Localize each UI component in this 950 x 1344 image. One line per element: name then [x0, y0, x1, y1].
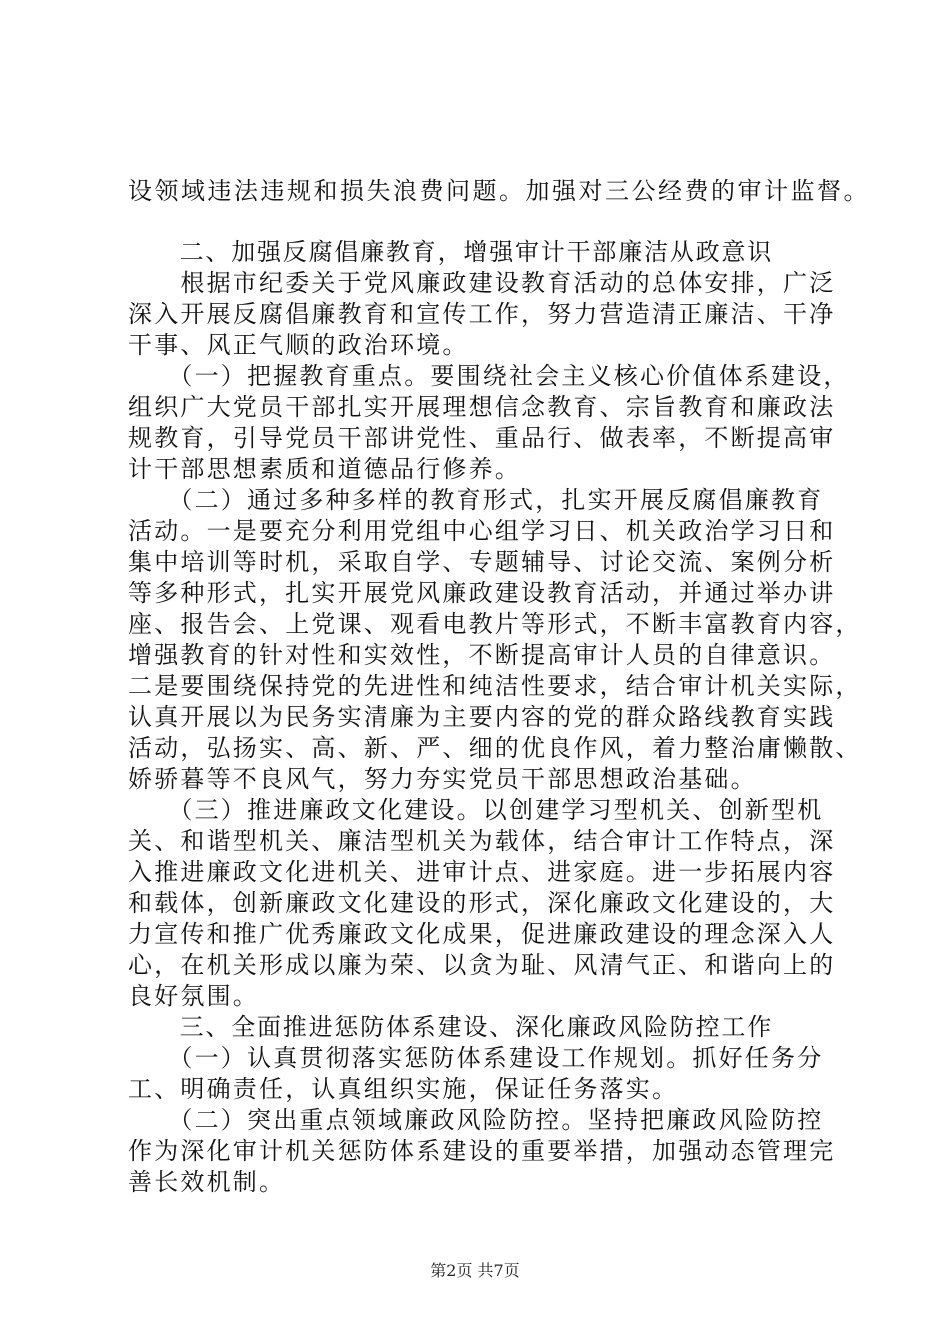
text-line: （一）认真贯彻落实惩防体系建设工作规划。抓好任务分 — [128, 1044, 824, 1072]
text-line: 善长效机制。 — [128, 1168, 286, 1196]
page-number-footer: 第2页 共7页 — [430, 1261, 520, 1280]
section-heading: 二、加强反腐倡廉教育，增强审计干部廉洁从政意识 — [128, 238, 773, 266]
text-line: （二）通过多种多样的教育形式，扎实开展反腐倡廉教育 — [128, 486, 824, 514]
text-line: 认真开展以为民务实清廉为主要内容的党的群众路线教育实践 — [128, 703, 836, 731]
text-line: 设领域违法违规和损失浪费问题。加强对三公经费的审计监督。 — [128, 177, 870, 205]
text-line: 等多种形式，扎实开展党风廉政建设教育活动，并通过举办讲 — [128, 579, 836, 607]
section-heading: 三、全面推进惩防体系建设、深化廉政风险防控工作 — [128, 1013, 773, 1041]
text-line: 深入开展反腐倡廉教育和宣传工作，努力营造清正廉洁、干净 — [128, 300, 836, 328]
text-line: 根据市纪委关于党风廉政建设教育活动的总体安排，广泛 — [128, 269, 836, 297]
text-line: 增强教育的针对性和实效性，不断提高审计人员的自律意识。 — [128, 641, 836, 669]
text-line: 集中培训等时机，采取自学、专题辅导、讨论交流、案例分析 — [128, 548, 836, 576]
text-line: 组织广大党员干部扎实开展理想信念教育、宗旨教育和廉政法 — [128, 393, 836, 421]
text-line: 入推进廉政文化进机关、进审计点、进家庭。进一步拓展内容 — [128, 858, 836, 886]
text-line: 作为深化审计机关惩防体系建设的重要举措，加强动态管理完 — [128, 1137, 836, 1165]
text-line: 良好氛围。 — [128, 982, 259, 1010]
text-line: 规教育，引导党员干部讲党性、重品行、做表率，不断提高审 — [128, 424, 836, 452]
text-line: 活动。一是要充分利用党组中心组学习日、机关政治学习日和 — [128, 517, 836, 545]
text-line: 工、明确责任，认真组织实施，保证任务落实。 — [128, 1075, 679, 1103]
text-line: 关、和谐型机关、廉洁型机关为载体，结合审计工作特点，深 — [128, 827, 836, 855]
text-line: 干事、风正气顺的政治环境。 — [128, 331, 469, 359]
text-line: 二是要围绕保持党的先进性和纯洁性要求，结合审计机关实际， — [128, 672, 862, 700]
text-line: 心，在机关形成以廉为荣、以贪为耻、风清气正、和谐向上的 — [128, 951, 836, 979]
text-line: （一）把握教育重点。要围绕社会主义核心价值体系建设， — [128, 362, 850, 390]
text-line: （三）推进廉政文化建设。以创建学习型机关、创新型机 — [128, 796, 824, 824]
text-line: 娇骄暮等不良风气，努力夯实党员干部思想政治基础。 — [128, 765, 757, 793]
text-line: 活动，弘扬实、高、新、严、细的优良作风，着力整治庸懒散、 — [128, 734, 862, 762]
text-line: 力宣传和推广优秀廉政文化成果，促进廉政建设的理念深入人 — [128, 920, 836, 948]
text-line: 计干部思想素质和道德品行修养。 — [128, 455, 521, 483]
text-line: 和载体，创新廉政文化建设的形式，深化廉政文化建设的，大 — [128, 889, 836, 917]
text-line: （二）突出重点领域廉政风险防控。坚持把廉政风险防控 — [128, 1106, 824, 1134]
text-line: 座、报告会、上党课、观看电教片等形式，不断丰富教育内容， — [128, 610, 862, 638]
